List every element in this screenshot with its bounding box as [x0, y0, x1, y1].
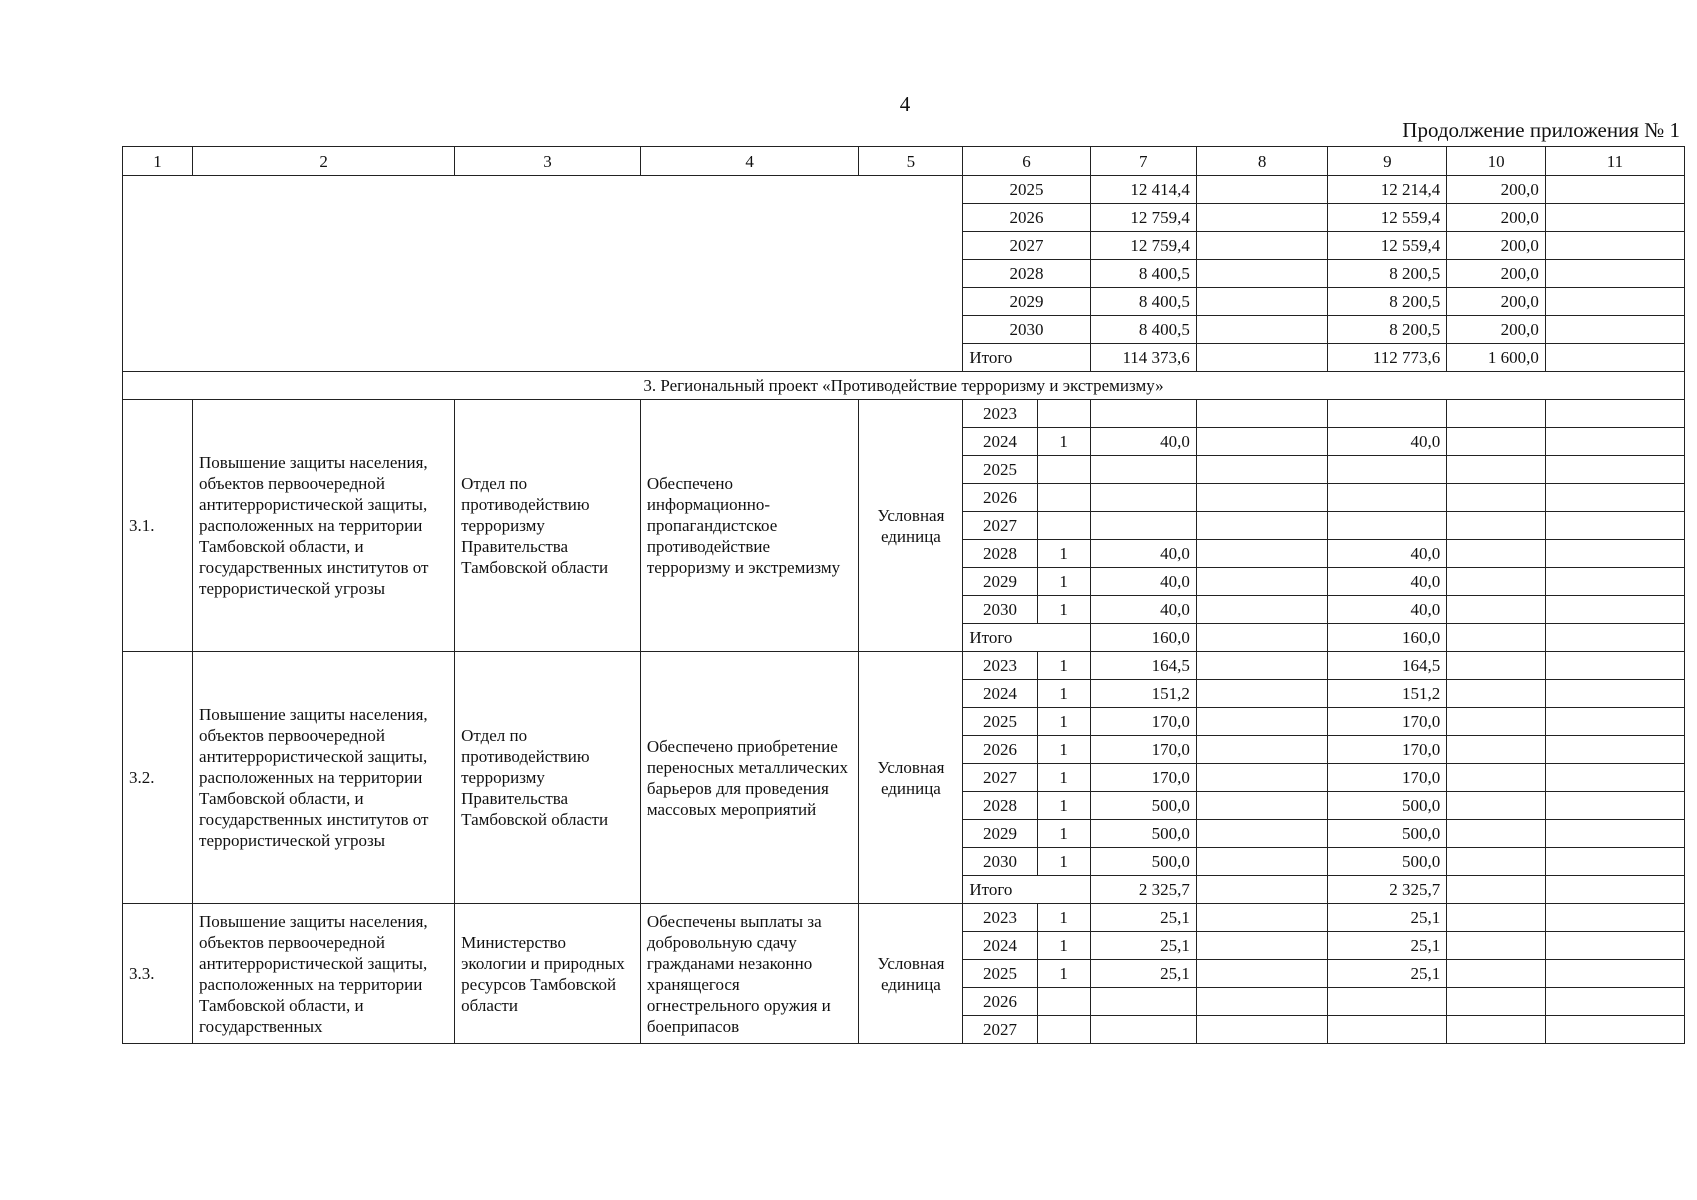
table-row	[123, 176, 1685, 204]
col10-cell	[1447, 764, 1546, 792]
col11-cell	[1545, 708, 1684, 736]
year-cell: 2025	[963, 176, 1090, 204]
col8-cell	[1196, 708, 1328, 736]
continuation-label: Продолжение приложения № 1	[1402, 118, 1680, 142]
item-name: Повышение защиты населения, объектов первоочередной антитеррористической защиты, расположенных на территории Тамбовской области, и государственных институтов от террористической угрозы	[193, 400, 455, 652]
col9-cell: 164,5	[1328, 652, 1447, 680]
col11-cell	[1545, 904, 1684, 932]
col8-cell	[1196, 792, 1328, 820]
year-cell: 2024	[963, 428, 1037, 456]
table-row	[123, 400, 1685, 428]
col7-cell: 170,0	[1090, 708, 1196, 736]
section-title: 3. Региональный проект «Противодействие терроризму и экстремизму»	[123, 372, 1685, 400]
year-cell: 2029	[963, 288, 1090, 316]
header-col-1: 1	[123, 147, 193, 176]
col10-cell	[1447, 820, 1546, 848]
col7-cell: 8 400,5	[1090, 260, 1196, 288]
col10-cell	[1447, 624, 1546, 652]
col9-cell: 500,0	[1328, 848, 1447, 876]
qty-cell: 1	[1037, 652, 1090, 680]
qty-cell: 1	[1037, 848, 1090, 876]
year-cell: 2025	[963, 456, 1037, 484]
item-result: Обеспечены выплаты за добровольную сдачу гражданами незаконно хранящегося огнестрельного оружия и боеприпасов	[640, 904, 859, 1044]
header-row	[123, 147, 1685, 176]
col11-cell	[1545, 204, 1684, 232]
col8-cell	[1196, 1016, 1328, 1044]
col7-cell: 25,1	[1090, 932, 1196, 960]
col8-cell	[1196, 932, 1328, 960]
header-col-8: 8	[1196, 147, 1328, 176]
col8-cell	[1196, 232, 1328, 260]
item-index: 3.3.	[123, 904, 193, 1044]
col7-cell: 170,0	[1090, 736, 1196, 764]
total-label: Итого	[963, 876, 1090, 904]
col7-cell	[1090, 484, 1196, 512]
header-col-2: 2	[193, 147, 455, 176]
item-executor: Министерство экологии и природных ресурсов Тамбовской области	[455, 904, 641, 1044]
col7-cell: 500,0	[1090, 820, 1196, 848]
col11-cell	[1545, 876, 1684, 904]
col10-cell	[1447, 680, 1546, 708]
col8-cell	[1196, 484, 1328, 512]
col11-cell	[1545, 792, 1684, 820]
year-cell: 2029	[963, 820, 1037, 848]
header-col-9: 9	[1328, 147, 1447, 176]
item-result: Обеспечено приобретение переносных металлических барьеров для проведения массовых мероприятий	[640, 652, 859, 904]
qty-cell: 1	[1037, 792, 1090, 820]
year-cell: 2027	[963, 764, 1037, 792]
col9-cell: 12 559,4	[1328, 204, 1447, 232]
item-unit: Условная единица	[859, 400, 963, 652]
col9-cell: 170,0	[1328, 764, 1447, 792]
year-cell: 2025	[963, 960, 1037, 988]
qty-cell: 1	[1037, 764, 1090, 792]
col10-cell: 200,0	[1447, 260, 1546, 288]
year-cell: 2024	[963, 680, 1037, 708]
col8-cell	[1196, 624, 1328, 652]
col11-cell	[1545, 484, 1684, 512]
qty-cell: 1	[1037, 568, 1090, 596]
col11-cell	[1545, 736, 1684, 764]
col10-cell: 200,0	[1447, 232, 1546, 260]
item-index: 3.2.	[123, 652, 193, 904]
col9-cell: 500,0	[1328, 820, 1447, 848]
header-col-5: 5	[859, 147, 963, 176]
col10-cell	[1447, 568, 1546, 596]
col8-cell	[1196, 848, 1328, 876]
col8-cell	[1196, 764, 1328, 792]
col10-cell	[1447, 456, 1546, 484]
col8-cell	[1196, 316, 1328, 344]
col7-cell: 2 325,7	[1090, 876, 1196, 904]
col7-cell: 500,0	[1090, 792, 1196, 820]
col7-cell	[1090, 456, 1196, 484]
col11-cell	[1545, 680, 1684, 708]
col9-cell: 40,0	[1328, 596, 1447, 624]
col7-cell: 40,0	[1090, 568, 1196, 596]
col7-cell: 12 759,4	[1090, 204, 1196, 232]
col7-cell: 40,0	[1090, 428, 1196, 456]
col10-cell: 1 600,0	[1447, 344, 1546, 372]
header-col-4: 4	[640, 147, 859, 176]
col11-cell	[1545, 960, 1684, 988]
appendix-table	[122, 146, 1685, 1044]
qty-cell: 1	[1037, 960, 1090, 988]
year-cell: 2029	[963, 568, 1037, 596]
year-cell: 2027	[963, 232, 1090, 260]
col8-cell	[1196, 428, 1328, 456]
col9-cell: 500,0	[1328, 792, 1447, 820]
year-cell: 2024	[963, 932, 1037, 960]
col11-cell	[1545, 820, 1684, 848]
col8-cell	[1196, 344, 1328, 372]
col7-cell: 40,0	[1090, 540, 1196, 568]
year-cell: 2027	[963, 512, 1037, 540]
header-col-7: 7	[1090, 147, 1196, 176]
col10-cell	[1447, 540, 1546, 568]
item-result: Обеспечено информационно-пропагандистское противодействие терроризму и экстремизму	[640, 400, 859, 652]
col10-cell	[1447, 848, 1546, 876]
col8-cell	[1196, 260, 1328, 288]
col7-cell: 12 759,4	[1090, 232, 1196, 260]
col7-cell: 25,1	[1090, 904, 1196, 932]
year-cell: 2028	[963, 260, 1090, 288]
col10-cell	[1447, 652, 1546, 680]
col9-cell: 25,1	[1328, 904, 1447, 932]
year-cell: 2026	[963, 736, 1037, 764]
qty-cell	[1037, 484, 1090, 512]
col11-cell	[1545, 596, 1684, 624]
col10-cell: 200,0	[1447, 288, 1546, 316]
merged-blank-cell	[123, 176, 963, 372]
col7-cell: 151,2	[1090, 680, 1196, 708]
header-col-6: 6	[963, 147, 1090, 176]
qty-cell: 1	[1037, 540, 1090, 568]
col9-cell	[1328, 1016, 1447, 1044]
col8-cell	[1196, 904, 1328, 932]
col9-cell: 40,0	[1328, 568, 1447, 596]
col7-cell: 8 400,5	[1090, 288, 1196, 316]
qty-cell: 1	[1037, 708, 1090, 736]
item-unit: Условная единица	[859, 652, 963, 904]
item-index: 3.1.	[123, 400, 193, 652]
col9-cell: 160,0	[1328, 624, 1447, 652]
col8-cell	[1196, 652, 1328, 680]
col7-cell	[1090, 1016, 1196, 1044]
col10-cell	[1447, 596, 1546, 624]
total-label: Итого	[963, 624, 1090, 652]
qty-cell: 1	[1037, 820, 1090, 848]
col8-cell	[1196, 596, 1328, 624]
year-cell: 2026	[963, 484, 1037, 512]
col8-cell	[1196, 820, 1328, 848]
col9-cell	[1328, 988, 1447, 1016]
col10-cell	[1447, 400, 1546, 428]
table-row	[123, 652, 1685, 680]
col7-cell	[1090, 400, 1196, 428]
qty-cell	[1037, 988, 1090, 1016]
col9-cell: 40,0	[1328, 428, 1447, 456]
table-row	[123, 904, 1685, 932]
col9-cell: 170,0	[1328, 736, 1447, 764]
col8-cell	[1196, 400, 1328, 428]
col8-cell	[1196, 512, 1328, 540]
col8-cell	[1196, 204, 1328, 232]
qty-cell	[1037, 512, 1090, 540]
col8-cell	[1196, 568, 1328, 596]
col9-cell	[1328, 484, 1447, 512]
col7-cell: 12 414,4	[1090, 176, 1196, 204]
col11-cell	[1545, 512, 1684, 540]
year-cell: 2028	[963, 792, 1037, 820]
col8-cell	[1196, 960, 1328, 988]
col7-cell: 8 400,5	[1090, 316, 1196, 344]
col11-cell	[1545, 624, 1684, 652]
header-col-10: 10	[1447, 147, 1546, 176]
col9-cell: 8 200,5	[1328, 316, 1447, 344]
col9-cell: 2 325,7	[1328, 876, 1447, 904]
col7-cell: 164,5	[1090, 652, 1196, 680]
col10-cell	[1447, 932, 1546, 960]
col8-cell	[1196, 288, 1328, 316]
col11-cell	[1545, 764, 1684, 792]
qty-cell	[1037, 1016, 1090, 1044]
header-col-3: 3	[455, 147, 641, 176]
col11-cell	[1545, 288, 1684, 316]
qty-cell: 1	[1037, 680, 1090, 708]
col10-cell	[1447, 708, 1546, 736]
item-name: Повышение защиты населения, объектов первоочередной антитеррористической защиты, расположенных на территории Тамбовской области, и государственных институтов от террористической угрозы	[193, 652, 455, 904]
year-cell: 2023	[963, 652, 1037, 680]
col11-cell	[1545, 932, 1684, 960]
col11-cell	[1545, 260, 1684, 288]
col8-cell	[1196, 876, 1328, 904]
col7-cell: 160,0	[1090, 624, 1196, 652]
col9-cell: 25,1	[1328, 932, 1447, 960]
col11-cell	[1545, 988, 1684, 1016]
col9-cell: 12 559,4	[1328, 232, 1447, 260]
col10-cell	[1447, 792, 1546, 820]
item-executor: Отдел по противодействию терроризму Правительства Тамбовской области	[455, 652, 641, 904]
qty-cell	[1037, 400, 1090, 428]
col9-cell: 25,1	[1328, 960, 1447, 988]
col7-cell	[1090, 988, 1196, 1016]
col8-cell	[1196, 456, 1328, 484]
col9-cell: 8 200,5	[1328, 288, 1447, 316]
page-number: 4	[899, 92, 911, 116]
col10-cell	[1447, 988, 1546, 1016]
col10-cell	[1447, 428, 1546, 456]
year-cell: 2025	[963, 708, 1037, 736]
year-cell: 2026	[963, 204, 1090, 232]
col10-cell	[1447, 484, 1546, 512]
col8-cell	[1196, 680, 1328, 708]
col8-cell	[1196, 988, 1328, 1016]
col9-cell: 112 773,6	[1328, 344, 1447, 372]
col9-cell: 170,0	[1328, 708, 1447, 736]
year-cell: 2030	[963, 848, 1037, 876]
qty-cell: 1	[1037, 428, 1090, 456]
col11-cell	[1545, 652, 1684, 680]
col8-cell	[1196, 176, 1328, 204]
year-cell: 2023	[963, 904, 1037, 932]
col11-cell	[1545, 1016, 1684, 1044]
col7-cell: 114 373,6	[1090, 344, 1196, 372]
col10-cell: 200,0	[1447, 316, 1546, 344]
col10-cell	[1447, 960, 1546, 988]
col11-cell	[1545, 176, 1684, 204]
col9-cell: 151,2	[1328, 680, 1447, 708]
col7-cell: 40,0	[1090, 596, 1196, 624]
col11-cell	[1545, 316, 1684, 344]
col11-cell	[1545, 428, 1684, 456]
col11-cell	[1545, 540, 1684, 568]
col11-cell	[1545, 232, 1684, 260]
item-executor: Отдел по противодействию терроризму Правительства Тамбовской области	[455, 400, 641, 652]
col10-cell	[1447, 904, 1546, 932]
col10-cell	[1447, 1016, 1546, 1044]
item-name: Повышение защиты населения, объектов первоочередной антитеррористической защиты, расположенных на территории Тамбовской области, и государственных	[193, 904, 455, 1044]
header-col-11: 11	[1545, 147, 1684, 176]
year-cell: 2028	[963, 540, 1037, 568]
col10-cell: 200,0	[1447, 176, 1546, 204]
col9-cell	[1328, 400, 1447, 428]
col10-cell	[1447, 736, 1546, 764]
item-unit: Условная единица	[859, 904, 963, 1044]
year-cell: 2023	[963, 400, 1037, 428]
col10-cell: 200,0	[1447, 204, 1546, 232]
col10-cell	[1447, 876, 1546, 904]
qty-cell: 1	[1037, 736, 1090, 764]
col11-cell	[1545, 848, 1684, 876]
col11-cell	[1545, 400, 1684, 428]
col7-cell	[1090, 512, 1196, 540]
col10-cell	[1447, 512, 1546, 540]
qty-cell: 1	[1037, 904, 1090, 932]
col8-cell	[1196, 540, 1328, 568]
qty-cell: 1	[1037, 932, 1090, 960]
col11-cell	[1545, 568, 1684, 596]
col9-cell	[1328, 512, 1447, 540]
year-cell: 2030	[963, 316, 1090, 344]
qty-cell: 1	[1037, 596, 1090, 624]
col11-cell	[1545, 456, 1684, 484]
col9-cell	[1328, 456, 1447, 484]
col7-cell: 500,0	[1090, 848, 1196, 876]
col9-cell: 40,0	[1328, 540, 1447, 568]
year-cell: Итого	[963, 344, 1090, 372]
col9-cell: 12 214,4	[1328, 176, 1447, 204]
col11-cell	[1545, 344, 1684, 372]
col7-cell: 170,0	[1090, 764, 1196, 792]
qty-cell	[1037, 456, 1090, 484]
col8-cell	[1196, 736, 1328, 764]
year-cell: 2030	[963, 596, 1037, 624]
col9-cell: 8 200,5	[1328, 260, 1447, 288]
year-cell: 2026	[963, 988, 1037, 1016]
col7-cell: 25,1	[1090, 960, 1196, 988]
section-row	[123, 372, 1685, 400]
year-cell: 2027	[963, 1016, 1037, 1044]
